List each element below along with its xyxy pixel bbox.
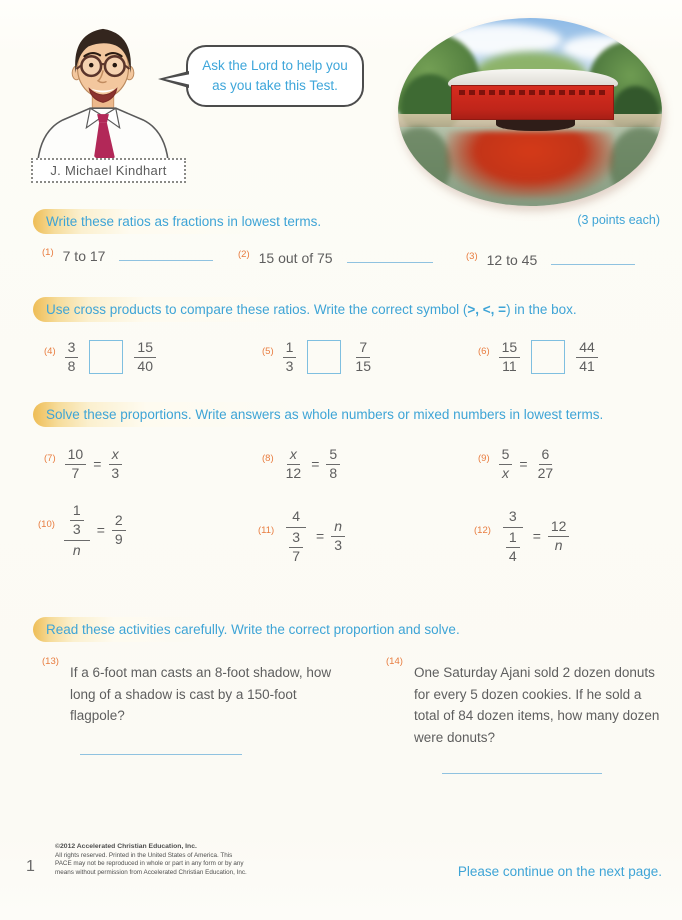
right-fraction: $\frac{2}{9}$: [112, 513, 126, 547]
problem-13: [42, 656, 350, 755]
problem-7: [44, 447, 122, 481]
copyright-title: ©2012 Accelerated Christian Education, Inc.: [55, 843, 197, 850]
right-fraction: $\frac{7}{15}$: [355, 339, 371, 374]
continue-notice: Please continue on the next page.: [457, 864, 662, 879]
symbol-answer-box-5[interactable]: [307, 340, 341, 374]
problem-number: (7): [44, 452, 56, 464]
problem-2: [238, 249, 433, 266]
problem-number: (10): [38, 518, 55, 530]
instruction-banner-ratios: [33, 209, 573, 234]
problem-6: [478, 340, 598, 374]
photo-bridge: [451, 69, 615, 120]
covered-bridge-photo: [398, 18, 662, 206]
problem-8: [262, 447, 340, 481]
equals-sign: =: [96, 522, 105, 539]
problem-text: 15 out of 75: [258, 250, 333, 266]
right-fraction: $\frac{44}{41}$: [576, 340, 598, 374]
problem-number: (2): [238, 249, 250, 260]
problem-number: (5): [262, 345, 274, 357]
equals-sign: =: [311, 456, 320, 473]
problem-11: [258, 508, 345, 565]
speech-line-2: as you take this Test.: [212, 77, 338, 93]
equals-sign: =: [519, 456, 528, 473]
instruction-banner-proportions: [33, 402, 663, 427]
equals-sign: =: [316, 528, 325, 545]
left-fraction: $\frac{15}{11}$: [499, 340, 521, 374]
photo-bridge-windows: [459, 90, 606, 95]
instruction-text: Solve these proportions. Write answers as whole numbers or mixed numbers in lowest terms.: [46, 407, 604, 422]
symbol-answer-box-4[interactable]: [89, 340, 123, 374]
problem-number: (3): [466, 251, 478, 262]
problem-number: (1): [42, 247, 54, 258]
problem-4: [44, 340, 156, 374]
left-fraction: $\frac{5}{x}$: [499, 447, 513, 481]
answer-blank-2[interactable]: [347, 249, 433, 263]
photo-bridge-reflection: [446, 131, 615, 199]
equals-sign: =: [532, 528, 541, 545]
problem-1: [42, 247, 213, 264]
answer-blank-14[interactable]: [442, 772, 602, 774]
problem-text: 12 to 45: [486, 252, 538, 268]
instruction-banner-compare: [33, 297, 655, 322]
copyright-body: All rights reserved. Printed in the United States of America. This PACE may not be reproduced in whole or part in any form or by any means without permission from Accelerated Christian Education, Inc.: [55, 851, 247, 877]
comparison-symbols: >, <, =: [467, 302, 507, 317]
problem-12: [474, 508, 569, 565]
symbol-answer-box-6[interactable]: [531, 340, 565, 374]
answer-blank-3[interactable]: [551, 251, 635, 265]
problem-text: 7 to 17: [62, 248, 106, 264]
speech-line-1: Ask the Lord to help you: [202, 58, 348, 73]
answer-blank-13[interactable]: [80, 753, 242, 755]
left-fraction: $\frac{x}{12}$: [285, 446, 302, 481]
answer-blank-1[interactable]: [119, 247, 213, 261]
problem-number: (9): [478, 452, 490, 464]
problem-text: One Saturday Ajani sold 2 dozen donuts for every 5 dozen cookies. If he sold a total of 84 dozen items, how many dozen were donuts?: [414, 665, 660, 745]
left-fraction: $\frac{3}{8}$: [65, 340, 79, 374]
right-fraction: $\frac{12}{n}$: [548, 519, 570, 553]
right-fraction: $\frac{15}{40}$: [134, 340, 156, 374]
right-fraction: $\frac{x}{3}$: [108, 447, 122, 481]
problem-number: (11): [258, 524, 275, 536]
right-fraction: $\frac{n}{3}$: [331, 519, 345, 553]
problem-5: [262, 340, 374, 374]
problem-9: [478, 447, 556, 481]
equals-sign: =: [93, 456, 102, 473]
points-label: (3 points each): [577, 213, 660, 227]
instruction-text: Read these activities carefully. Write the correct proportion and solve.: [46, 622, 460, 637]
problem-3: [466, 251, 635, 268]
problem-text: If a 6-foot man casts an 8-foot shadow, how long of a shadow is cast by a 150-foot flagpole?: [70, 665, 332, 724]
problem-number: (12): [474, 524, 491, 536]
problem-10: [38, 502, 126, 559]
copyright-block: [55, 842, 247, 878]
photo-bridge-roof: [448, 69, 618, 87]
problem-number: (4): [44, 345, 56, 357]
problem-number: (14): [386, 656, 403, 667]
left-fraction: $\frac{10}{7}$: [65, 447, 87, 481]
page-number: 1: [26, 858, 35, 875]
instruction-banner-word-problems: [33, 617, 483, 642]
left-complex-fraction: $\frac{4}{\frac{3}{7}}$: [283, 508, 309, 565]
left-complex-fraction: $\frac{3}{\frac{1}{4}}$: [500, 508, 526, 565]
left-fraction: $\frac{1}{3}$: [283, 340, 297, 374]
right-fraction: $\frac{5}{8}$: [326, 447, 340, 481]
speech-bubble: [186, 45, 364, 107]
instruction-text: Write these ratios as fractions in lowest terms.: [46, 214, 322, 229]
right-fraction: $\frac{6}{27}$: [537, 446, 554, 481]
student-name: J. Michael Kindhart: [50, 163, 167, 178]
instruction-text: Use cross products to compare these ratios. Write the correct symbol (>, <, =) in the box.: [46, 302, 577, 317]
name-plate: [31, 158, 186, 183]
problem-number: (8): [262, 452, 274, 464]
problem-number: (6): [478, 345, 490, 357]
problem-number: (13): [42, 656, 59, 667]
student-avatar: [28, 22, 178, 167]
problem-14: [386, 656, 664, 774]
left-complex-fraction: $\frac{\frac{1}{3}}{n}$: [64, 502, 90, 559]
